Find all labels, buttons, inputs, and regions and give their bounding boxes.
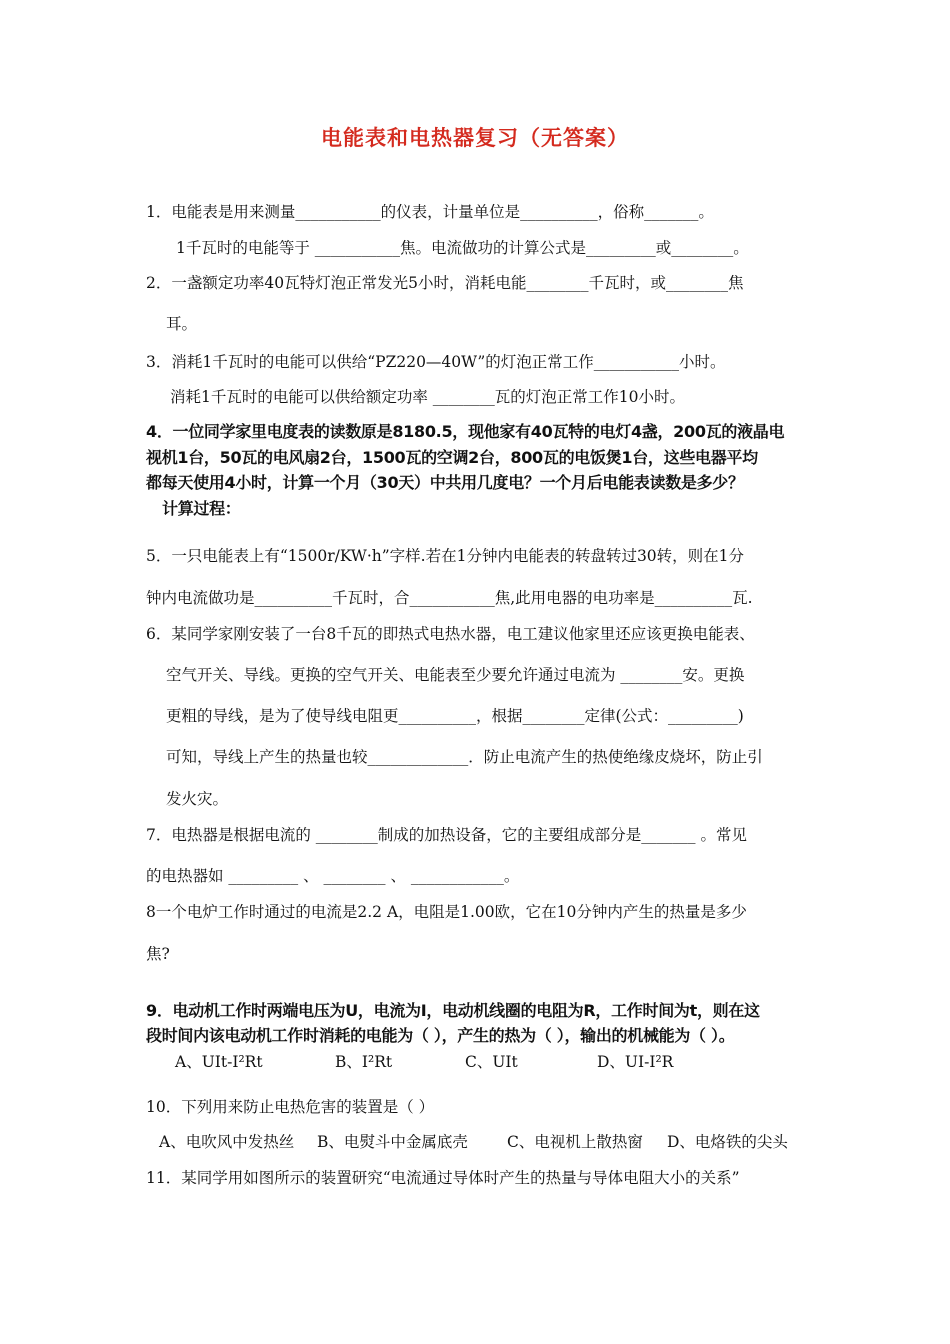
q6-line3: 更粗的导线，是为了使导线电阻更__________，根据________定律(公式：_________): [166, 707, 744, 725]
q4-calc-label: 计算过程：: [162, 499, 241, 518]
q11-line1: 11．某同学用如图所示的装置研究“电流通过导体时产生的热量与导体电阻大小的关系”: [146, 1169, 740, 1187]
q9-options: [175, 1051, 673, 1073]
q10-option-a: A、电吹风中发热丝: [159, 1133, 295, 1151]
q5-line1: 5．一只电能表上有“1500r/KW·h”字样.若在1分钟内电能表的转盘转过30转，则在1分: [146, 547, 745, 565]
q4-line3: 都每天使用4小时，计算一个月（30天）中共用几度电？一个月后电能表读数是多少？: [146, 473, 744, 492]
q9-option-b: B、I²Rt: [335, 1053, 393, 1071]
q9-line1: 9．电动机工作时两端电压为U，电流为I，电动机线圈的电阻为R，工作时间为t，则在这: [146, 1001, 760, 1020]
q9-option-c: C、UIt: [465, 1053, 518, 1071]
q5-line2: 钟内电流做功是__________千瓦时，合___________焦,此用电器的电功率是__________瓦.: [146, 589, 753, 607]
q9-line2: 段时间内该电动机工作时消耗的电能为（ ），产生的热为（ ），输出的机械能为（ ）。: [146, 1026, 735, 1045]
q10-option-c: C、电视机上散热窗: [507, 1133, 643, 1151]
q10-line1: 10．下列用来防止电热危害的装置是（ ）: [146, 1098, 435, 1116]
q10-options: [159, 1131, 788, 1153]
q1-line1: 1．电能表是用来测量___________的仪表，计量单位是__________，俗称_______。: [146, 203, 714, 221]
q4-line2: 视机1台，50瓦的电风扇2台，1500瓦的空调2台，800瓦的电饭煲1台，这些电器平均: [146, 448, 758, 467]
q6-line2: 空气开关、导线。更换的空气开关、电能表至少要允许通过电流为 ________安。更换: [166, 666, 745, 684]
q10-option-d: D、电烙铁的尖头: [667, 1133, 788, 1151]
q8-line1: 8一个电炉工作时通过的电流是2.2 A，电阻是1.00欧，它在10分钟内产生的热量是多少: [146, 903, 747, 921]
q6-line4: 可知，导线上产生的热量也较_____________．防止电流产生的热使绝缘皮烧坏，防止引: [166, 748, 763, 766]
q3-line2: 消耗1千瓦时的电能可以供给额定功率 ________瓦的灯泡正常工作10小时。: [170, 388, 686, 406]
q9-option-a: A、UIt-I²Rt: [175, 1053, 263, 1071]
q6-line5: 发火灾。: [166, 790, 229, 808]
q2-line2: 耳。: [166, 315, 198, 333]
q1-line2: 1千瓦时的电能等于 ___________焦。电流做功的计算公式是_________或________。: [176, 239, 749, 257]
q9-option-d: D、UI-I²R: [597, 1053, 674, 1071]
q4-line1: 4．一位同学家里电度表的读数原是8180.5，现他家有40瓦特的电灯4盏，200瓦的液晶电: [146, 422, 785, 441]
q7-line1: 7．电热器是根据电流的 ________制成的加热设备，它的主要组成部分是_______ 。常见: [146, 826, 747, 844]
q6-line1: 6．某同学家刚安装了一台8千瓦的即热式电热水器，电工建议他家里还应该更换电能表、: [146, 625, 755, 643]
q3-line1: 3．消耗1千瓦时的电能可以供给“PZ220—40W”的灯泡正常工作___________小时。: [146, 353, 726, 371]
q8-line2: 焦?: [146, 945, 170, 963]
q10-option-b: B、电熨斗中金属底壳: [317, 1133, 468, 1151]
page-title: 电能表和电热器复习（无答案）: [321, 126, 629, 150]
q7-line2: 的电热器如 _________ 、 ________ 、 ____________。: [146, 867, 520, 885]
q2-line1: 2．一盏额定功率40瓦特灯泡正常发光5小时，消耗电能________千瓦时，或________焦: [146, 274, 744, 292]
